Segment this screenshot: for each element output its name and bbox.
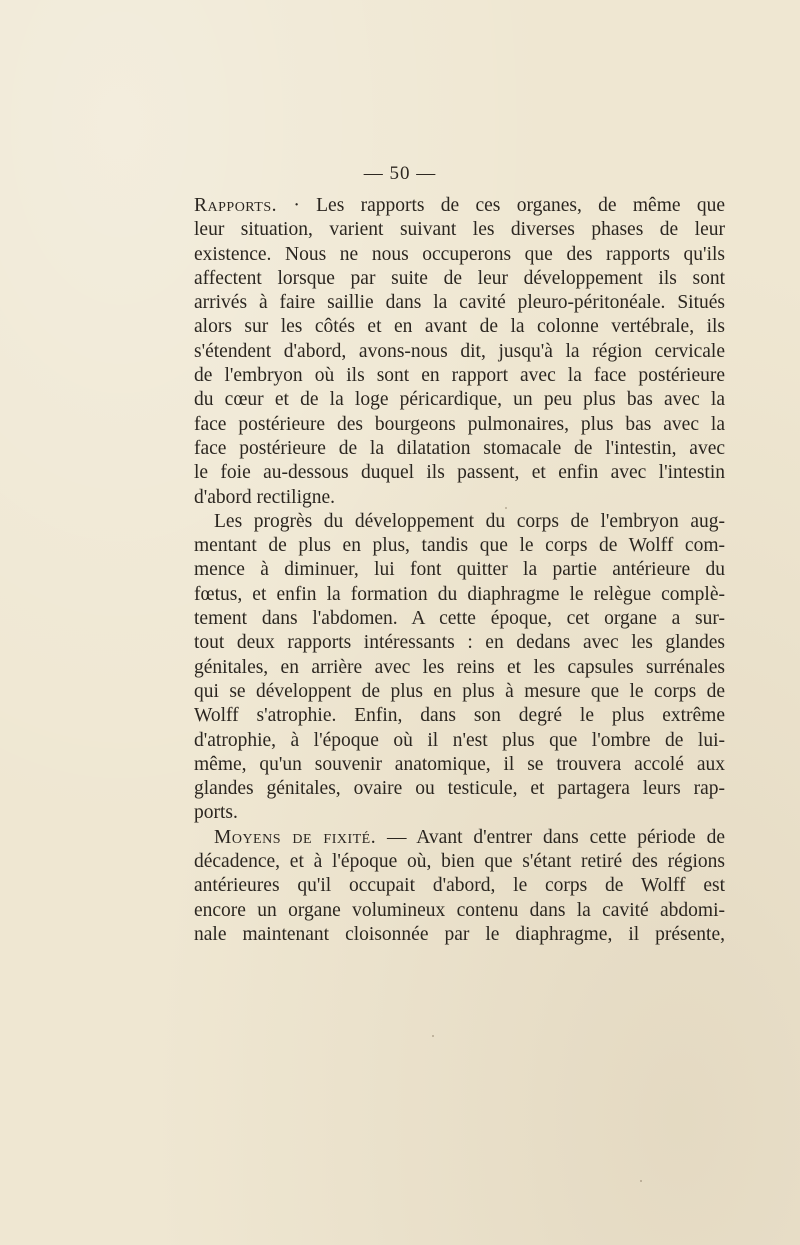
text-line: tout deux rapports intéressants : en dedans avec les glandes [194,632,725,654]
paragraph-moyens-de-fixite [194,826,725,947]
text-line: d'atrophie, à l'époque où il n'est plus que l'ombre de lui- [194,729,725,751]
paper-speck [432,1035,434,1037]
text-line [194,826,725,850]
text-line: mence à diminuer, lui font quitter la partie antérieure du [194,559,725,581]
text-line: d'abord rectiligne. [194,486,336,508]
text-line: mentant de plus en plus, tandis que le corps de Wolff com- [194,535,725,557]
line-text: Avant d'entrer dans cette période de [416,826,725,848]
text-line: nale maintenant cloisonnée par le diaphragme, il présente, [194,923,725,945]
text-line: tement dans l'abdomen. A cette époque, cet organe a sur- [194,608,725,630]
paragraph-rapports [194,194,725,510]
text-line: existence. Nous ne nous occuperons que des rapports qu'ils [194,243,725,265]
text-line: qui se développent de plus en plus à mesure que le corps de [194,680,725,702]
text-line: Les progrès du développement du corps de l'embryon aug- [214,510,725,532]
heading-separator: · [277,195,317,216]
text-line: glandes génitales, ovaire ou testicule, et partagera leurs rap- [194,778,725,800]
text-line: décadence, et à l'époque où, bien que s'étant retiré des régions [194,851,725,873]
text-line: génitales, en arrière avec les reins et les capsules surrénales [194,656,725,678]
text-line: fœtus, et enfin la formation du diaphragme le relègue complè- [194,583,725,605]
text-line: encore un organe volumineux contenu dans la cavité abdomi- [194,899,725,921]
section-heading-moyens-de-fixite: Moyens de fixité. [214,826,377,848]
text-line: face postérieure des bourgeons pulmonaires, plus bas avec la [194,413,725,435]
text-line: du cœur et de la loge péricardique, un peu plus bas avec la [194,389,725,411]
line-text: Les rapports de ces organes, de même que [316,195,725,216]
text-line: antérieures qu'il occupait d'abord, le corps de Wolff est [194,875,725,897]
text-line: s'étendent d'abord, avons-nous dit, jusqu'à la région cervicale [194,340,725,362]
body-text [194,194,725,947]
text-line: affectent lorsque par suite de leur développement ils sont [194,267,725,289]
text-line: leur situation, varient suivant les diverses phases de leur [194,219,725,241]
text-line: alors sur les côtés et en avant de la colonne vertébrale, ils [194,316,725,338]
text-line [194,194,725,218]
page-number: — 50 — [363,163,437,184]
text-line: de l'embryon où ils sont en rapport avec la face postérieure [194,365,725,387]
text-line: Wolff s'atrophie. Enfin, dans son degré le plus extrême [194,705,725,727]
text-line: face postérieure de la dilatation stomacale de l'intestin, avec [194,437,725,459]
text-line: ports. [194,802,238,824]
text-line: le foie au-dessous duquel ils passent, et enfin avec l'intestin [194,462,725,484]
paper-speck [505,507,507,509]
text-line: arrivés à faire saillie dans la cavité pleuro-péritonéale. Situés [194,292,725,314]
text-line: même, qu'un souvenir anatomique, il se trouvera accolé aux [194,753,725,775]
paper-speck [640,1180,642,1182]
paragraph-progres [194,510,725,826]
heading-separator: — [376,826,417,848]
section-heading-rapports: Rapports. [194,195,278,216]
